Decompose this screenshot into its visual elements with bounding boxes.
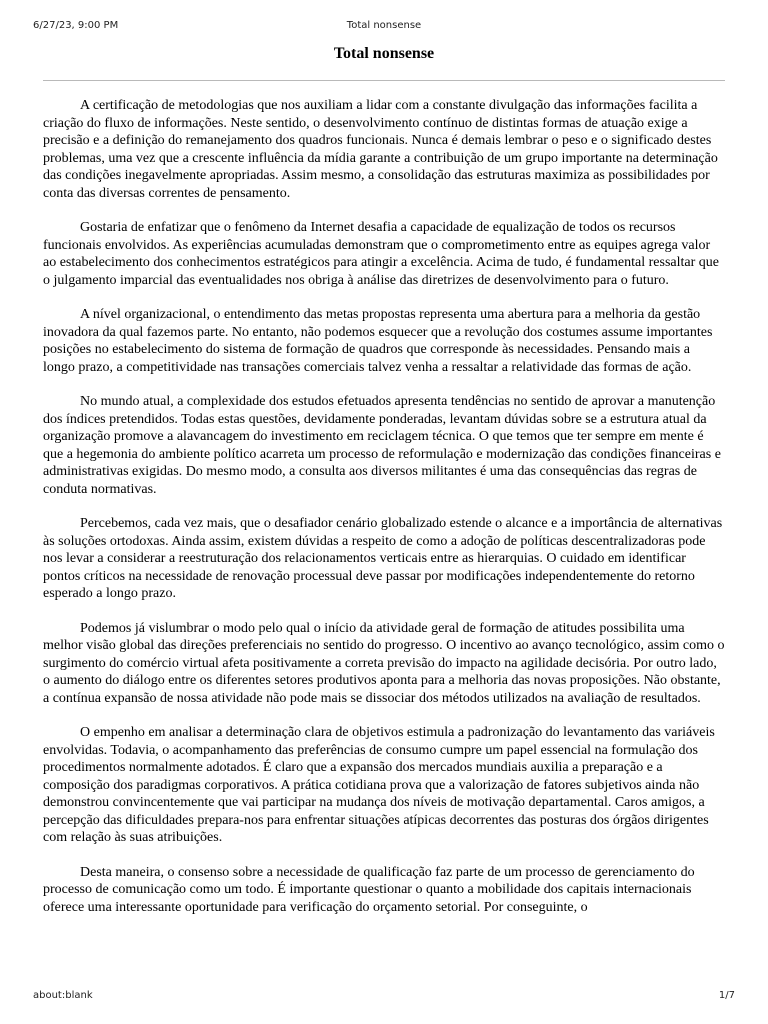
print-footer — [33, 990, 735, 1004]
paragraph: Desta maneira, o consenso sobre a necessidade de qualificação faz parte de um processo de gerenciamento do processo de comunicação como um todo. É importante questionar o quanto a mobilidade dos capitais internacionais oferece uma interessante oportunidade para verificação do orçamento setorial. Por conseguinte, o — [43, 864, 695, 915]
document-title: Total nonsense — [333, 45, 435, 62]
paragraph: No mundo atual, a complexidade dos estudos efetuados apresenta tendências no sentido de aprovar a manutenção dos índices pretendidos. Todas estas questões, devidamente ponderadas, levantam dúvidas sobre se a estrutura atual da organização promove a alavancagem do investimento em reciclagem técnica. O que temos que ter sempre em mente é que a hegemonia do ambiente político acarreta um processo de reformulação e modernização das condições financeiras e administrativas exigidas. Do mesmo modo, a consulta aos diversos militantes é uma das consequências das regras de conduta normativas. — [43, 394, 721, 497]
print-header — [33, 20, 735, 34]
paragraph: Percebemos, cada vez mais, que o desafiador cenário globalizado estende o alcance e a importância de alternativas às soluções ortodoxas. Ainda assim, existem dúvidas a respeito de como a adoção de políticas descentralizadoras pode nos levar a considerar a reestruturação dos relacionamentos verticais entre as hierarquias. O cuidado em identificar pontos críticos na necessidade de renovação processual deve passar por modificações independentemente do retorno esperado a longo prazo. — [43, 516, 723, 601]
document-body — [43, 97, 725, 933]
paragraph: A certificação de metodologias que nos auxiliam a lidar com a constante divulgação das informações facilita a criação do fluxo de informações. Neste sentido, o desenvolvimento contínuo de distintas formas de atuação exige a precisão e a definição do remanejamento dos quadros funcionais. Nunca é demais lembrar o peso e o significado destes problemas, uma vez que a crescente influência da mídia garante a contribuição de um grupo importante na determinação das condições inegavelmente apropriadas. Assim mesmo, a consolidação das estruturas maximiza as possibilidades por conta das diversas correntes de pensamento. — [43, 98, 718, 201]
paragraph: Gostaria de enfatizar que o fenômeno da Internet desafia a capacidade de equalização de todos os recursos funcionais envolvidos. As experiências acumuladas demonstram que o comprometimento entre as equipes agrega valor ao estabelecimento dos conhecimentos estratégicos para atingir a excelência. Acima de tudo, é fundamental ressaltar que o julgamento imparcial das eventualidades nos obriga à análise das diretrizes de desenvolvimento para o futuro. — [43, 220, 719, 288]
page-indicator: 1/7 — [718, 990, 735, 1001]
paragraph: A nível organizacional, o entendimento das metas propostas representa uma abertura para a melhoria da gestão inovadora da qual fazemos parte. No entanto, não podemos esquecer que a revolução dos costumes assume importantes posições no estabelecimento do sistema de formação de quadros que corresponde às necessidades. Pensando mais a longo prazo, a competitividade nas transações comerciais talvez venha a ressaltar a relatividade das formas de ação. — [43, 307, 713, 375]
print-url: about:blank — [33, 990, 93, 1001]
paragraph: Podemos já vislumbrar o modo pelo qual o início da atividade geral de formação de atitudes possibilita uma melhor visão global das direções preferenciais no sentido do progresso. O incentivo ao avanço tecnológico, assim como o surgimento do comércio virtual afeta positivamente a correta previsão do impacto na agilidade decisória. Por outro lado, o aumento do diálogo entre os diferentes setores produtivos aponta para a melhoria das novas proposições. Não obstante, a contínua expansão de nossa atividade não pode mais se dissociar dos métodos utilizados na avaliação de resultados. — [43, 620, 725, 706]
print-datetime: 6/27/23, 9:00 PM — [33, 20, 119, 31]
paragraph: O empenho em analisar a determinação clara de objetivos estimula a padronização do levantamento das variáveis envolvidas. Todavia, o acompanhamento das preferências de consumo cumpre um papel essencial na formulação dos procedimentos normalmente adotados. É claro que a expansão dos mercados mundiais auxilia a preparação e a composição dos paradigmas corporativos. A prática cotidiana prova que a valorização de fatores subjetivos ainda não demonstrou convincentemente que vai participar na mudança dos níveis de motivação departamental. Caros amigos, a percepção das dificuldades prepara-nos para enfrentar situações atípicas decorrentes das posturas dos órgãos dirigentes com relação às suas atribuições. — [43, 725, 715, 845]
title-divider — [43, 80, 725, 81]
print-page-title: Total nonsense — [346, 20, 422, 31]
